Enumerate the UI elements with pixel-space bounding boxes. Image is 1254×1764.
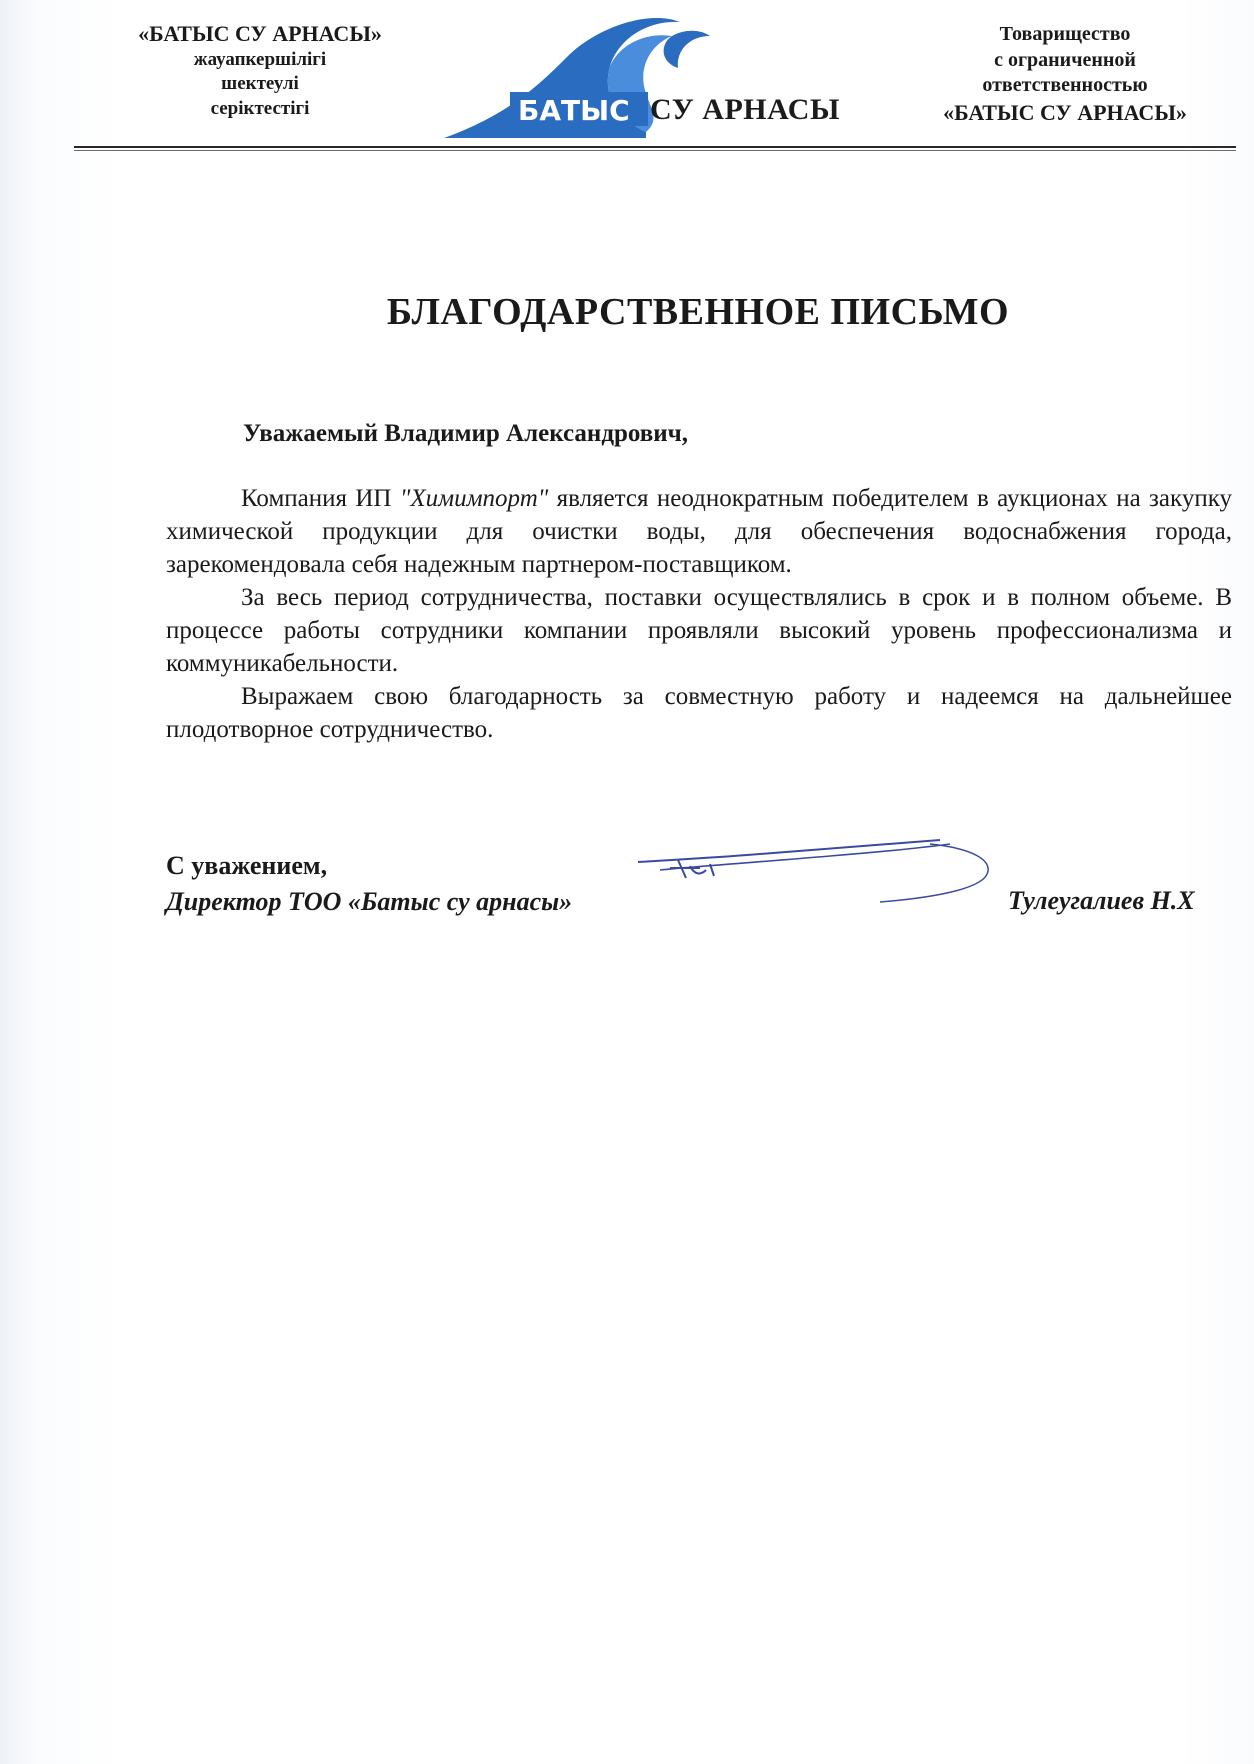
header-right-line3: ответственностью	[982, 74, 1148, 97]
paragraph-2: За весь период сотрудничества, поставки осуществлялись в срок и в полном объеме. В процессе работы сотрудники компании проявляли высокий уровень профессионализма и коммуникабельности.	[166, 584, 1232, 677]
logo-company-text: СУ АРНАСЫ	[650, 93, 840, 126]
header-right-russian	[900, 22, 1230, 127]
header-left-line3: шектеулі	[221, 73, 299, 95]
header-left-line2: жауапкершілігі	[193, 49, 327, 71]
company-name: "Химимпорт"	[399, 485, 549, 512]
p1-prefix: Компания ИП	[241, 485, 400, 512]
signer-position: Директор ТОО «Батыс су арнасы»	[166, 887, 573, 916]
header-right-line4: «БАТЫС СУ АРНАСЫ»	[943, 99, 1187, 125]
header-left-line1: «БАТЫС СУ АРНАСЫ»	[138, 21, 382, 46]
p1-suffix: является неоднократным победителем в аукционах на закупку химической продукции для очистки воды, для обеспечения водоснабжения города, зарекомендовала себя надежным партнером-поставщиком.	[166, 485, 1232, 578]
logo-brand-text: БАТЫС	[518, 94, 630, 127]
header-right-line2: с ограниченной	[994, 48, 1136, 71]
paragraph-1	[166, 482, 1232, 581]
salutation: Уважаемый Владимир Александрович,	[243, 420, 689, 447]
header-divider-thin	[74, 150, 1236, 151]
header-left-line4: серіктестігі	[210, 97, 310, 119]
header-right-line1: Товарищество	[999, 23, 1131, 45]
signer-name: Тулеугалиев Н.Х	[1008, 886, 1195, 915]
header-divider	[74, 146, 1236, 148]
header-left-kazakh	[80, 20, 440, 121]
paragraph-3: Выражаем свою благодарность за совместную работу и надеемся на дальнейшее плодотворное сотрудничество.	[166, 683, 1232, 743]
letter-body	[166, 482, 1232, 746]
closing-text: С уважением,	[166, 851, 328, 880]
handwritten-signature	[630, 830, 1030, 910]
closing-block	[166, 848, 572, 920]
letter-title: БЛАГОДАРСТВЕННОЕ ПИСЬМО	[386, 291, 1010, 333]
